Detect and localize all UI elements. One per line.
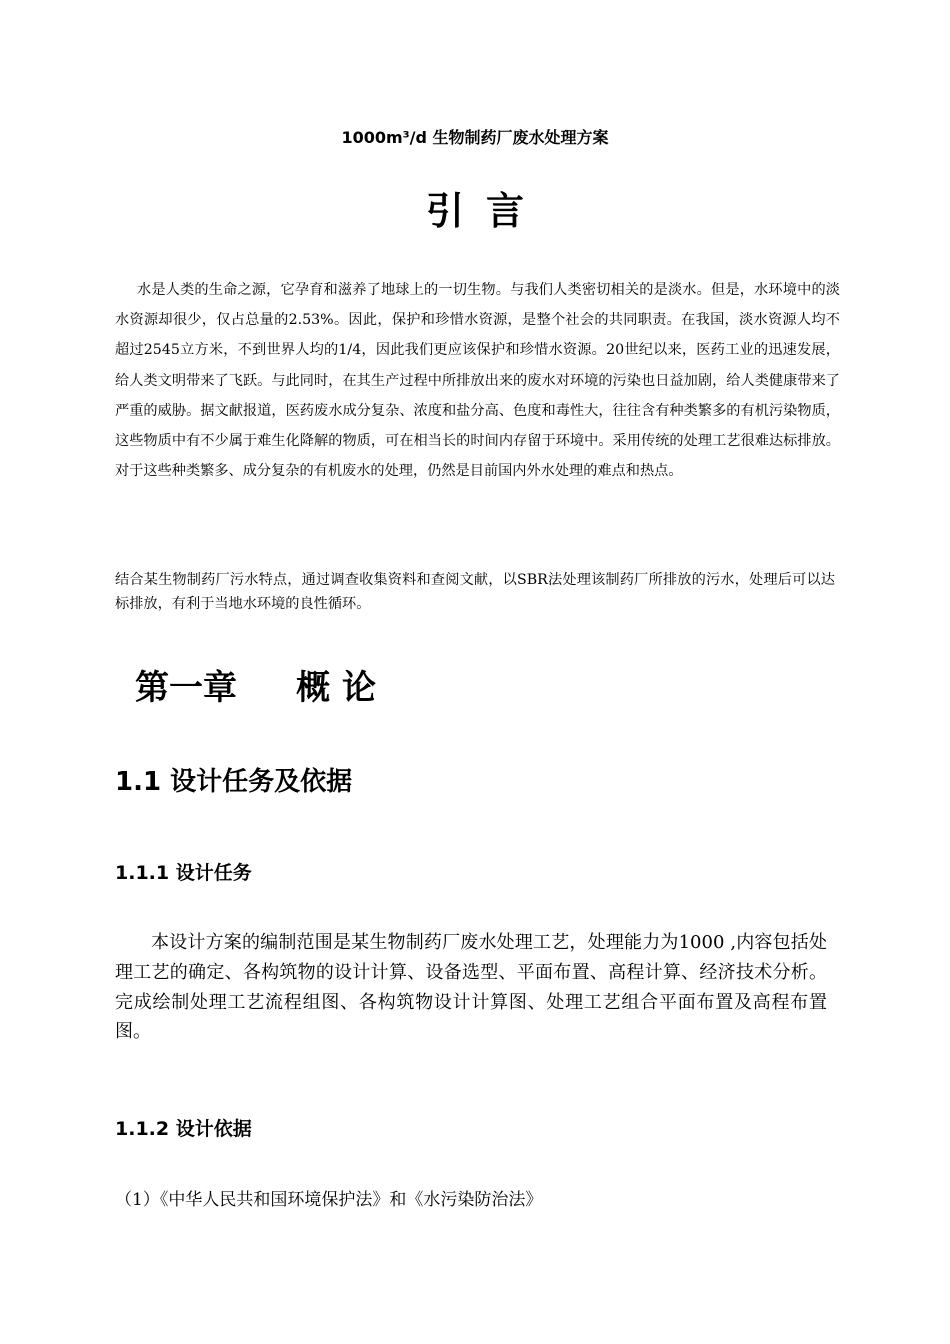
basis-list-item: （1）《中华人民共和国环境保护法》和《水污染防治法》 xyxy=(115,1190,543,1210)
subsection-heading-basis: 1.1.2 设计依据 xyxy=(115,1118,252,1140)
subsection-heading-task: 1.1.1 设计任务 xyxy=(115,862,252,884)
document-title: 1000m³/d 生物制药厂废水处理方案 xyxy=(341,128,609,147)
section-heading: 1.1 设计任务及依据 xyxy=(115,767,353,797)
design-task-paragraph: 本设计方案的编制范围是某生物制药厂废水处理工艺，处理能力为1000 ,内容包括处理工艺的确定、各构筑物的设计计算、设备选型、平面布置、高程计算、经济技术分析。完成绘制处理工艺流程组图、各构筑物设计计算图、处理工艺组合平面布置及高程布置图。 xyxy=(115,932,827,1043)
intro-paragraph-1: 水是人类的生命之源，它孕育和滋养了地球上的一切生物。与我们人类密切相关的是淡水。但是，水环境中的淡水资源却很少，仅占总量的2.53%。因此，保护和珍惜水资源，是整个社会的共同职责。在我国，淡水资源人均不超过2545立方米，不到世界人均的1/4，因此我们更应该保护和珍惜水资源。20世纪以来，医药工业的迅速发展，给人类文明带来了飞跃。与此同时，在其生产过程中所排放出来的废水对环境的污染也日益加剧，给人类健康带来了严重的威胁。据文献报道，医药废水成分复杂、浓度和盐分高、色度和毒性大，往往含有种类繁多的有机污染物质，这些物质中有不少属于难生化降解的物质，可在相当长的时间内存留于环境中。采用传统的处理工艺很难达标排放。对于这些种类繁多、成分复杂的有机废水的处理，仍然是目前国内外水处理的难点和热点。 xyxy=(115,282,840,480)
intro-paragraph-2: 结合某生物制药厂污水特点，通过调查收集资料和查阅文献，以SBR法处理该制药厂所排放的污水，处理后可以达标排放，有利于当地水环境的良性循环。 xyxy=(115,572,835,612)
chapter-heading: 第一章 概 论 xyxy=(135,668,377,708)
intro-heading: 引言 xyxy=(425,188,546,233)
